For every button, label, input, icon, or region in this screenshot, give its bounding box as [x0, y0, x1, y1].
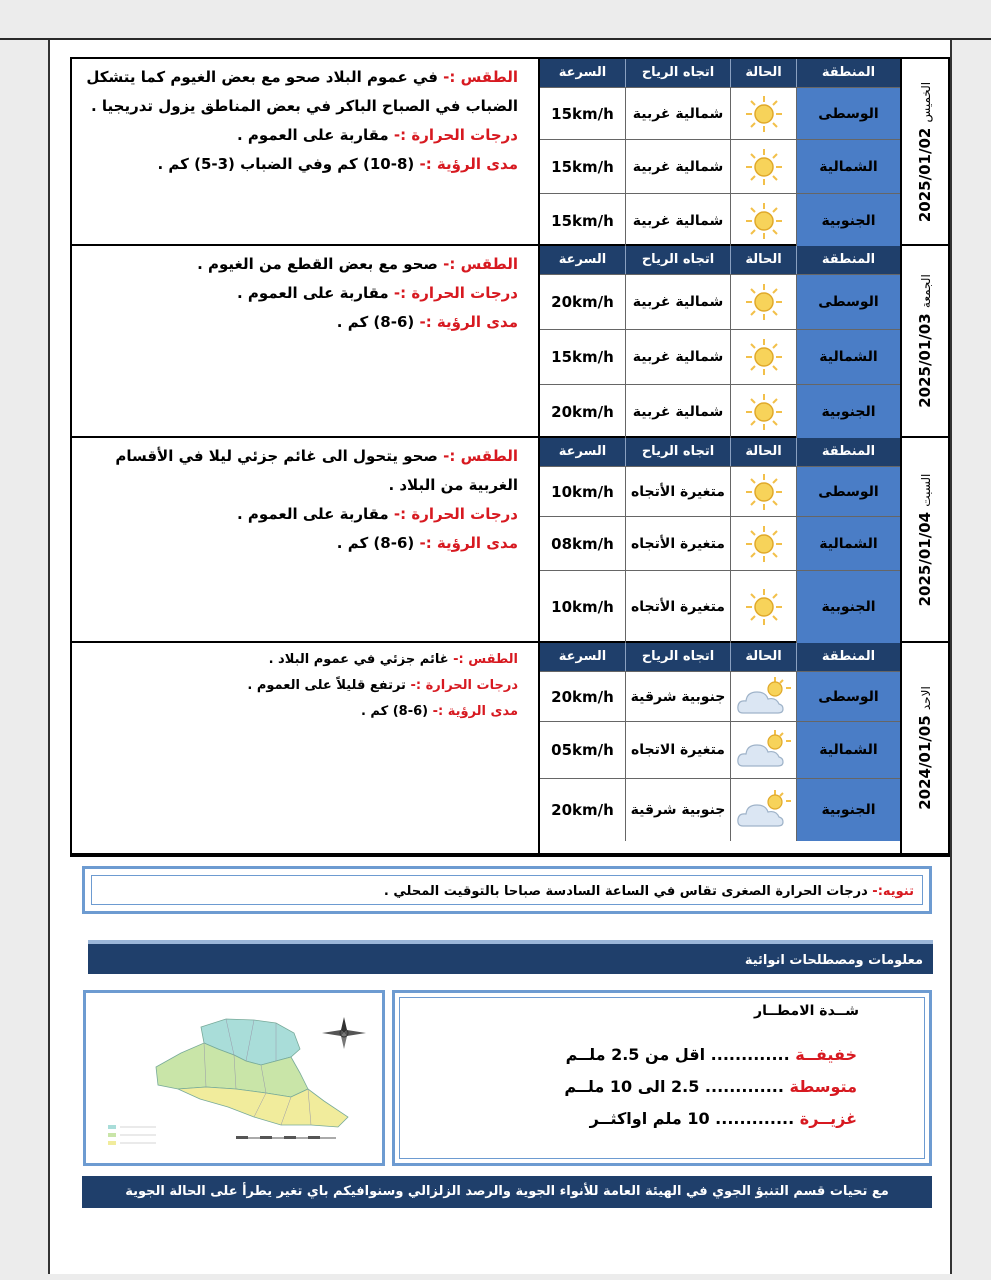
wind-direction: متغيرة الأتجاه — [626, 517, 731, 570]
date-column — [900, 438, 948, 641]
table-row — [540, 671, 900, 721]
description-line — [86, 308, 518, 337]
description-label: درجات الحرارة :- — [393, 505, 518, 523]
map-scale-bar — [236, 1136, 336, 1139]
header-wind-direction: اتجاه الرياح — [626, 438, 731, 466]
description-line — [86, 279, 518, 308]
description-line — [86, 673, 518, 699]
rain-moderate-label: متوسطة — [789, 1077, 857, 1096]
rain-heavy-value: ............. 10 ملم اواكثــر — [589, 1109, 800, 1128]
description-text: غائم جزئي في عموم البلاد . — [268, 652, 454, 667]
table-row — [540, 193, 900, 247]
description-label: الطقس :- — [443, 255, 518, 273]
wind-direction: شمالية غربية — [626, 275, 731, 329]
header-state: الحالة — [731, 59, 797, 87]
header-state: الحالة — [731, 438, 797, 466]
region-name: الشمالية — [797, 722, 900, 778]
description-text: مقاربة على العموم . — [237, 126, 394, 144]
wind-direction: متغيرة الاتجاه — [626, 722, 731, 778]
description-line — [86, 250, 518, 279]
table-row — [540, 139, 900, 193]
wind-speed: 15km/h — [540, 194, 626, 247]
table-row — [540, 329, 900, 384]
header-region: المنطقة — [821, 444, 876, 459]
sun-icon — [731, 88, 797, 139]
wind-direction: شمالية غربية — [626, 194, 731, 247]
rain-intensity-box — [392, 990, 932, 1166]
day-block — [72, 59, 948, 246]
forecast-date: 2025/01/04 — [916, 511, 934, 606]
map-south-region — [178, 1087, 348, 1127]
rain-moderate — [564, 1077, 857, 1096]
description-line — [86, 63, 518, 121]
table-row — [540, 516, 900, 570]
note-box — [82, 866, 932, 914]
forecast-table — [540, 643, 900, 853]
day-description — [72, 643, 540, 853]
sun-icon — [731, 571, 797, 643]
region-name: الشمالية — [797, 517, 900, 570]
sun-icon — [731, 330, 797, 384]
rain-moderate-value: ............. 2.5 الى 10 ملــم — [564, 1077, 790, 1096]
table-row — [540, 384, 900, 438]
forecast-date: 2024/01/05 — [916, 715, 934, 810]
wind-speed: 20km/h — [540, 385, 626, 438]
table-row — [540, 778, 900, 841]
day-name: الجمعة — [919, 274, 933, 309]
date-column — [900, 246, 948, 436]
description-line — [86, 442, 518, 500]
rain-light-label: خفيفــة — [795, 1045, 857, 1064]
wind-direction: متغيرة الأتجاه — [626, 571, 731, 643]
day-block — [72, 246, 948, 438]
description-text: مقاربة على العموم . — [237, 505, 394, 523]
description-line — [86, 699, 518, 725]
header-speed: السرعة — [540, 643, 626, 671]
date-column — [900, 643, 948, 853]
sun-icon — [731, 467, 797, 516]
partly-cloudy-icon — [731, 672, 797, 721]
iraq-regions-map — [83, 990, 385, 1166]
partly-cloudy-icon — [731, 779, 797, 841]
forecast-date: 2025/01/02 — [916, 127, 934, 222]
wind-speed: 05km/h — [540, 722, 626, 778]
header-state: الحالة — [731, 246, 797, 274]
day-name: الخميس — [919, 81, 933, 122]
wind-speed: 15km/h — [540, 330, 626, 384]
note-text — [91, 875, 923, 905]
wind-direction: جنوبية شرقية — [626, 779, 731, 841]
footer-text: مع تحيات قسم التنبؤ الجوي في الهيئة العامة للأنواء الجوية والرصد الزلزالي وسنوافيكم باي تغير يطرأ على الحالة الجوية — [125, 1184, 889, 1199]
wind-speed: 15km/h — [540, 140, 626, 193]
forecast-table — [540, 438, 900, 641]
description-text: (6-8) كم . — [336, 313, 420, 331]
table-header — [540, 246, 900, 274]
region-name: الشمالية — [797, 330, 900, 384]
description-text: مقاربة على العموم . — [237, 284, 394, 302]
region-name: الجنوبية — [797, 779, 900, 841]
day-description — [72, 438, 540, 641]
rain-heavy — [590, 1109, 857, 1128]
wind-direction: متغيرة الأتجاه — [626, 467, 731, 516]
header-region: المنطقة — [821, 252, 876, 267]
wind-speed: 10km/h — [540, 467, 626, 516]
forecast-table — [540, 59, 900, 244]
description-label: درجات الحرارة :- — [393, 126, 518, 144]
rain-light — [566, 1045, 857, 1064]
table-row — [540, 570, 900, 643]
wind-speed: 20km/h — [540, 779, 626, 841]
forecast-date: 2025/01/03 — [916, 313, 934, 408]
wind-speed: 20km/h — [540, 275, 626, 329]
date-column — [900, 59, 948, 244]
info-title-bar — [88, 940, 933, 974]
wind-speed: 10km/h — [540, 571, 626, 643]
wind-direction: جنوبية شرقية — [626, 672, 731, 721]
description-line — [86, 647, 518, 673]
rain-light-value: ............. اقل من 2.5 ملــم — [565, 1045, 796, 1064]
day-name: السبت — [919, 473, 933, 507]
description-label: مدى الرؤية :- — [419, 155, 518, 173]
description-text: (6-8) كم . — [336, 534, 420, 552]
wind-direction: شمالية غربية — [626, 140, 731, 193]
region-name: الوسطى — [797, 467, 900, 516]
header-speed: السرعة — [540, 59, 626, 87]
partly-cloudy-icon — [731, 722, 797, 778]
rain-heavy-label: غزيــرة — [799, 1109, 857, 1128]
region-name: الوسطى — [797, 672, 900, 721]
sun-icon — [731, 140, 797, 193]
sun-icon — [731, 194, 797, 247]
day-block — [72, 438, 948, 643]
footer-bar — [82, 1176, 932, 1208]
region-name: الجنوبية — [797, 194, 900, 247]
day-description — [72, 59, 540, 244]
day-block — [72, 643, 948, 855]
header-speed: السرعة — [540, 438, 626, 466]
description-text: صحو يتحول الى غائم جزئي ليلا في الأقسام الغربية من البلاد . — [115, 447, 518, 494]
description-label: درجات الحرارة :- — [410, 678, 518, 693]
description-label: مدى الرؤية :- — [432, 704, 518, 719]
description-text: ترتفع قليلاً على العموم . — [247, 678, 411, 693]
table-header — [540, 643, 900, 671]
header-wind-direction: اتجاه الرياح — [626, 643, 731, 671]
wind-speed: 20km/h — [540, 672, 626, 721]
wind-speed: 08km/h — [540, 517, 626, 570]
description-line — [86, 121, 518, 150]
header-wind-direction: اتجاه الرياح — [626, 246, 731, 274]
table-row — [540, 87, 900, 139]
table-row — [540, 466, 900, 516]
forecast-grid — [70, 57, 950, 857]
region-name: الوسطى — [797, 275, 900, 329]
wind-direction: شمالية غربية — [626, 330, 731, 384]
table-header — [540, 438, 900, 466]
sun-icon — [731, 385, 797, 438]
table-row — [540, 721, 900, 778]
description-label: درجات الحرارة :- — [393, 284, 518, 302]
wind-direction: شمالية غربية — [626, 385, 731, 438]
wind-speed: 15km/h — [540, 88, 626, 139]
region-name: الوسطى — [797, 88, 900, 139]
map-legend — [108, 1125, 156, 1145]
description-text: (8-10) كم وفي الضباب (3-5) كم . — [157, 155, 420, 173]
top-bar — [0, 0, 991, 40]
header-speed: السرعة — [540, 246, 626, 274]
description-label: الطقس :- — [443, 447, 518, 465]
description-text: صحو مع بعض القطع من الغيوم . — [197, 255, 444, 273]
day-description — [72, 246, 540, 436]
info-title: معلومات ومصطلحات انوائية — [744, 953, 923, 968]
description-label: الطقس :- — [453, 652, 518, 667]
header-region: المنطقة — [821, 649, 876, 664]
description-text: (6-8) كم . — [360, 704, 433, 719]
description-label: مدى الرؤية :- — [419, 534, 518, 552]
header-state: الحالة — [731, 643, 797, 671]
header-wind-direction: اتجاه الرياح — [626, 59, 731, 87]
description-line — [86, 529, 518, 558]
table-header — [540, 59, 900, 87]
compass-icon — [322, 1017, 366, 1049]
description-label: الطقس :- — [443, 68, 518, 86]
map-image — [86, 993, 382, 1163]
wind-direction: شمالية غربية — [626, 88, 731, 139]
description-line — [86, 150, 518, 179]
header-region: المنطقة — [821, 65, 876, 80]
table-row — [540, 274, 900, 329]
region-name: الجنوبية — [797, 571, 900, 643]
note-body: درجات الحرارة الصغرى تقاس في الساعة السادسة صباحا بالتوقيت المحلي . — [383, 884, 873, 899]
sun-icon — [731, 275, 797, 329]
description-label: مدى الرؤية :- — [419, 313, 518, 331]
description-text: في عموم البلاد صحو مع بعض الغيوم كما يتشكل الضباب في الصباح الباكر في بعض المناطق يزول تدريجيا . — [86, 68, 518, 115]
description-line — [86, 500, 518, 529]
rain-title: شــدة الامطــار — [754, 1003, 859, 1019]
day-name: الاحد — [919, 686, 933, 711]
note-label: تنويه:- — [872, 884, 914, 899]
region-name: الشمالية — [797, 140, 900, 193]
region-name: الجنوبية — [797, 385, 900, 438]
forecast-table — [540, 246, 900, 436]
sun-icon — [731, 517, 797, 570]
